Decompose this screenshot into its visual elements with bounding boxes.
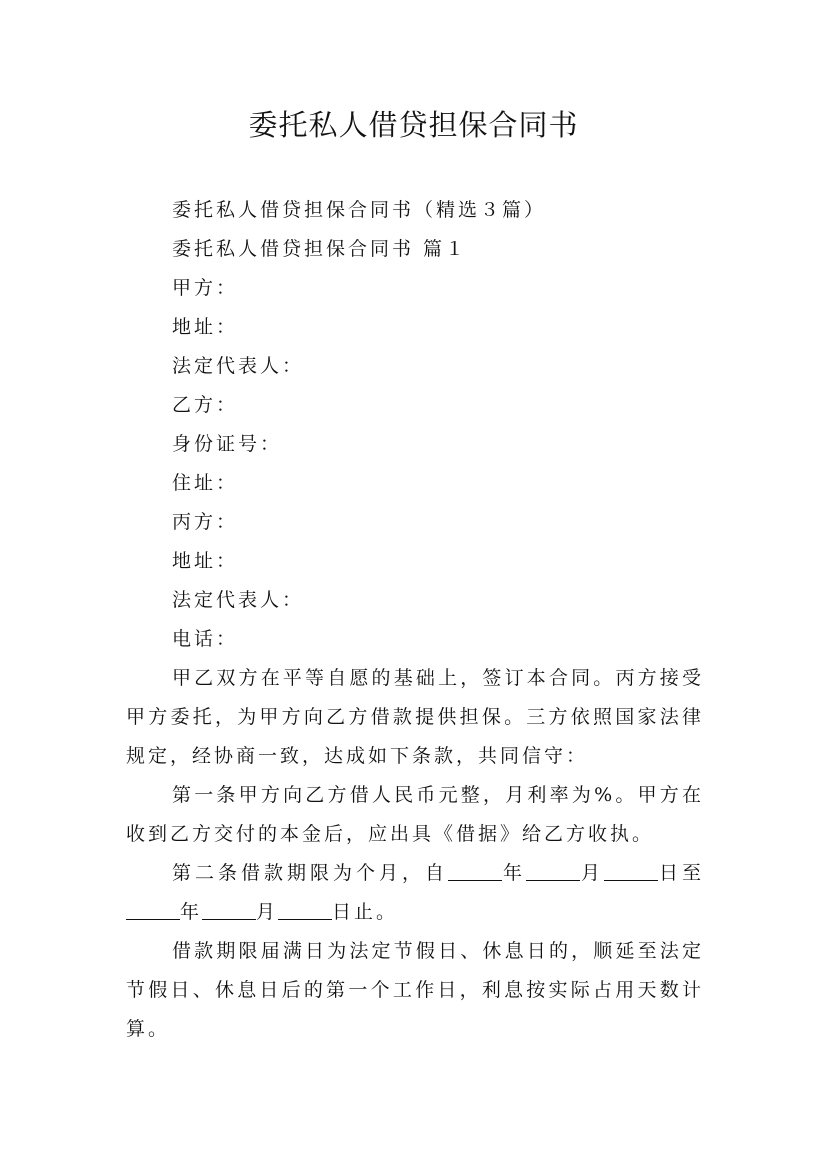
blank-line: [202, 901, 256, 920]
field-party-c: 丙方：: [172, 511, 239, 533]
field-party-a: 甲方：: [172, 277, 239, 299]
field-id-number: 身份证号：: [172, 433, 283, 455]
article-2-year-2: 年: [180, 901, 203, 923]
paragraph-article-2: [126, 854, 704, 932]
article-2-day-to: 日至: [657, 862, 704, 884]
document-title: 委托私人借贷担保合同书: [248, 108, 579, 142]
blank-line: [278, 901, 332, 920]
blank-line: [448, 862, 502, 881]
blank-line: [604, 862, 658, 881]
document-body: [126, 191, 704, 1049]
field-legal-rep-c: 法定代表人：: [172, 589, 305, 611]
blank-line: [526, 862, 580, 881]
subtitle: 委托私人借贷担保合同书（精选３篇）: [172, 199, 547, 221]
blank-line: [126, 901, 180, 920]
field-address-a: 地址：: [172, 316, 239, 338]
field-legal-rep-a: 法定代表人：: [172, 355, 305, 377]
field-residence: 住址：: [172, 472, 239, 494]
paragraph-intro: 甲乙双方在平等自愿的基础上，签订本合同。丙方接受甲方委托，为甲方向乙方借款提供担保。三方依照国家法律规定，经协商一致，达成如下条款，共同信守：: [126, 667, 704, 767]
field-address-c: 地址：: [172, 550, 239, 572]
article-2-month-1: 月: [579, 862, 604, 884]
article-2-day-end: 日止。: [332, 901, 399, 923]
article-2-year-1: 年: [501, 862, 526, 884]
field-party-b: 乙方：: [172, 394, 239, 416]
section-heading: 委托私人借贷担保合同书 篇１: [172, 238, 468, 260]
paragraph-holiday: 借款期限届满日为法定节假日、休息日的，顺延至法定节假日、休息日后的第一个工作日，利息按实际占用天数计算。: [126, 940, 704, 1040]
field-phone: 电话：: [172, 628, 239, 650]
article-2-prefix: 第二条借款期限为个月，自: [172, 862, 448, 884]
paragraph-article-1: 第一条甲方向乙方借人民币元整，月利率为%。甲方在收到乙方交付的本金后，应出具《借据》给乙方收执。: [126, 784, 704, 845]
article-2-month-2: 月: [256, 901, 279, 923]
